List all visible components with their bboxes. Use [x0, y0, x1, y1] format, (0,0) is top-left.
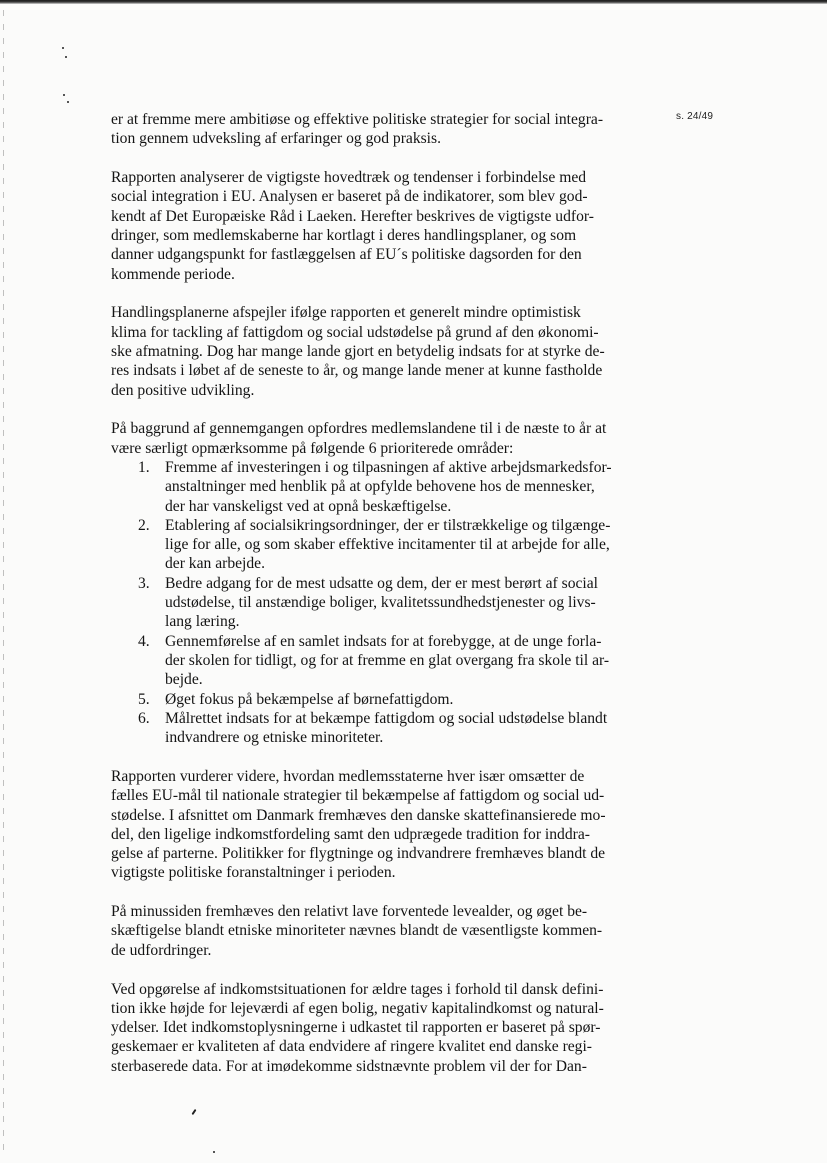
scan-top-edge: [0, 0, 827, 4]
scan-speck: [65, 56, 67, 58]
text-line: ske afmatning. Dog har mange lande gjort en betydelig indsats for at styrke de-: [111, 342, 605, 360]
text-line: tion gennem udveksling af erfaringer og god praksis.: [111, 130, 441, 148]
text-line: Øget fokus på bekæmpelse af børnefattigdom.: [165, 690, 454, 708]
text-line: der kan arbejde.: [165, 555, 266, 573]
list-item: [111, 458, 633, 516]
intro-paragraph: [111, 110, 633, 149]
scan-speck: [67, 101, 69, 103]
text-line: Handlingsplanerne afspejler ifølge rapporten et generelt mindre optimistisk: [111, 304, 581, 322]
text-line: bejde.: [165, 671, 203, 689]
text-line: der skolen for tidligt, og for at fremme en glat overgang fra skole til ar-: [165, 651, 610, 669]
list-item: [111, 516, 633, 574]
list-item-number: 2.: [138, 516, 150, 534]
text-line: anstaltninger med henblik på at opfylde behovene hos de mennesker,: [165, 478, 595, 496]
paragraph: [111, 980, 633, 1076]
paragraphs-before-list: [111, 168, 633, 458]
text-line: dringer, som medlemskaberne har kortlagt i deres handlingsplaner, og som: [111, 226, 577, 244]
list-item-number: 1.: [138, 458, 150, 476]
text-line: kommende periode.: [111, 265, 235, 283]
text-line: vigtigste politiske foranstaltninger i perioden.: [111, 864, 396, 882]
text-line: den positive udvikling.: [111, 381, 255, 399]
text-line: gelse af parterne. Politikker for flygtninge og indvandrere fremhæves blandt de: [111, 845, 606, 863]
scan-speck: [191, 1109, 196, 1115]
text-line: kendt af Det Europæiske Råd i Laeken. Herefter beskrives de vigtigste udfor-: [111, 207, 594, 225]
list-item-number: 4.: [138, 632, 150, 650]
text-line: udstødelse, til anstændige boliger, kvalitetssundhedstjenester og livs-: [165, 594, 596, 612]
text-line: res indsats i løbet af de seneste to år, og mange lande mener at kunne fastholde: [111, 362, 603, 380]
list-item: [111, 574, 633, 632]
scan-left-edge: [3, 10, 4, 1150]
scan-speck: [63, 94, 65, 96]
text-line: sterbaserede data. For at imødekomme sidstnævnte problem vil der for Dan-: [111, 1057, 587, 1075]
text-line: Fremme af investeringen i og tilpasningen af aktive arbejdsmarkedsfor-: [165, 458, 612, 476]
list-item-number: 6.: [138, 709, 150, 727]
text-line: På minussiden fremhæves den relativt lave forventede levealder, og øget be-: [111, 903, 588, 921]
list-item: [111, 632, 633, 690]
text-line: klima for tackling af fattigdom og social udstødelse på grund af den økonomi-: [111, 323, 599, 341]
page-number: s. 24/49: [676, 111, 714, 122]
paragraph: [111, 419, 633, 458]
text-line: fælles EU-mål til nationale strategier til bekæmpelse af fattigdom og social ud-: [111, 787, 605, 805]
text-line: være særligt opmærksomme på følgende 6 prioriterede områder:: [111, 439, 514, 457]
text-line: På baggrund af gennemgangen opfordres medlemslandene til i de næste to år at: [111, 420, 607, 438]
list-item-number: 3.: [138, 574, 150, 592]
list-item: [111, 709, 633, 748]
text-line: geskemaer er kvaliteten af data endvidere af ringere kvalitet end danske regi-: [111, 1038, 593, 1056]
text-line: Gennemførelse af en samlet indsats for at forebygge, at de unge forla-: [165, 632, 602, 650]
paragraph: [111, 902, 633, 960]
list-item-number: 5.: [138, 690, 150, 708]
document-body: [111, 110, 633, 1096]
text-line: Ved opgørelse af indkomstsituationen for ældre tages i forhold til dansk defini-: [111, 980, 604, 998]
text-line: del, den ligelige indkomstfordeling samt den udprægede tradition for inddra-: [111, 825, 590, 843]
paragraph: [111, 168, 633, 284]
text-line: social integration i EU. Analysen er baseret på de indikatorer, som blev god-: [111, 188, 588, 206]
text-line: ydelser. Idet indkomstoplysningerne i udkastet til rapporten er baseret på spør-: [111, 1019, 601, 1037]
text-line: indvandrere og etniske minoriteter.: [165, 729, 384, 747]
paragraphs-after-list: [111, 767, 633, 1076]
list-item: [111, 690, 633, 709]
text-line: skæftigelse blandt etniske minoriteter nævnes blandt de væsentligste kommen-: [111, 922, 603, 940]
text-line: Rapporten vurderer videre, hvordan medlemsstaterne hver især omsætter de: [111, 767, 585, 785]
text-line: lige for alle, og som skaber effektive incitamenter til at arbejde for alle,: [165, 536, 610, 554]
text-line: Bedre adgang for de mest udsatte og dem, der er mest berørt af social: [165, 574, 599, 592]
priority-list: [111, 458, 633, 747]
scan-speck: [62, 47, 64, 49]
text-line: der har vanskeligst ved at opnå beskæftigelse.: [165, 497, 452, 515]
text-line: Målrettet indsats for at bekæmpe fattigdom og social udstødelse blandt: [165, 709, 608, 727]
text-line: stødelse. I afsnittet om Danmark fremhæves den danske skattefinansierede mo-: [111, 806, 606, 824]
text-line: tion ikke højde for lejeværdi af egen bolig, negativ kapitalindkomst og natural-: [111, 999, 604, 1017]
text-line: lang læring.: [165, 613, 240, 631]
text-line: Etablering af socialsikringsordninger, der er tilstrækkelige og tilgænge-: [165, 516, 611, 534]
text-line: danner udgangspunkt for fastlæggelsen af EU´s politiske dagsorden for den: [111, 246, 582, 264]
text-line: Rapporten analyserer de vigtigste hovedtræk og tendenser i forbindelse med: [111, 169, 587, 187]
paragraph: [111, 303, 633, 399]
scan-speck: [213, 1151, 215, 1153]
text-line: de udfordringer.: [111, 941, 212, 959]
paragraph: [111, 767, 633, 883]
text-line: er at fremme mere ambitiøse og effektive politiske strategier for social integra-: [111, 111, 604, 128]
